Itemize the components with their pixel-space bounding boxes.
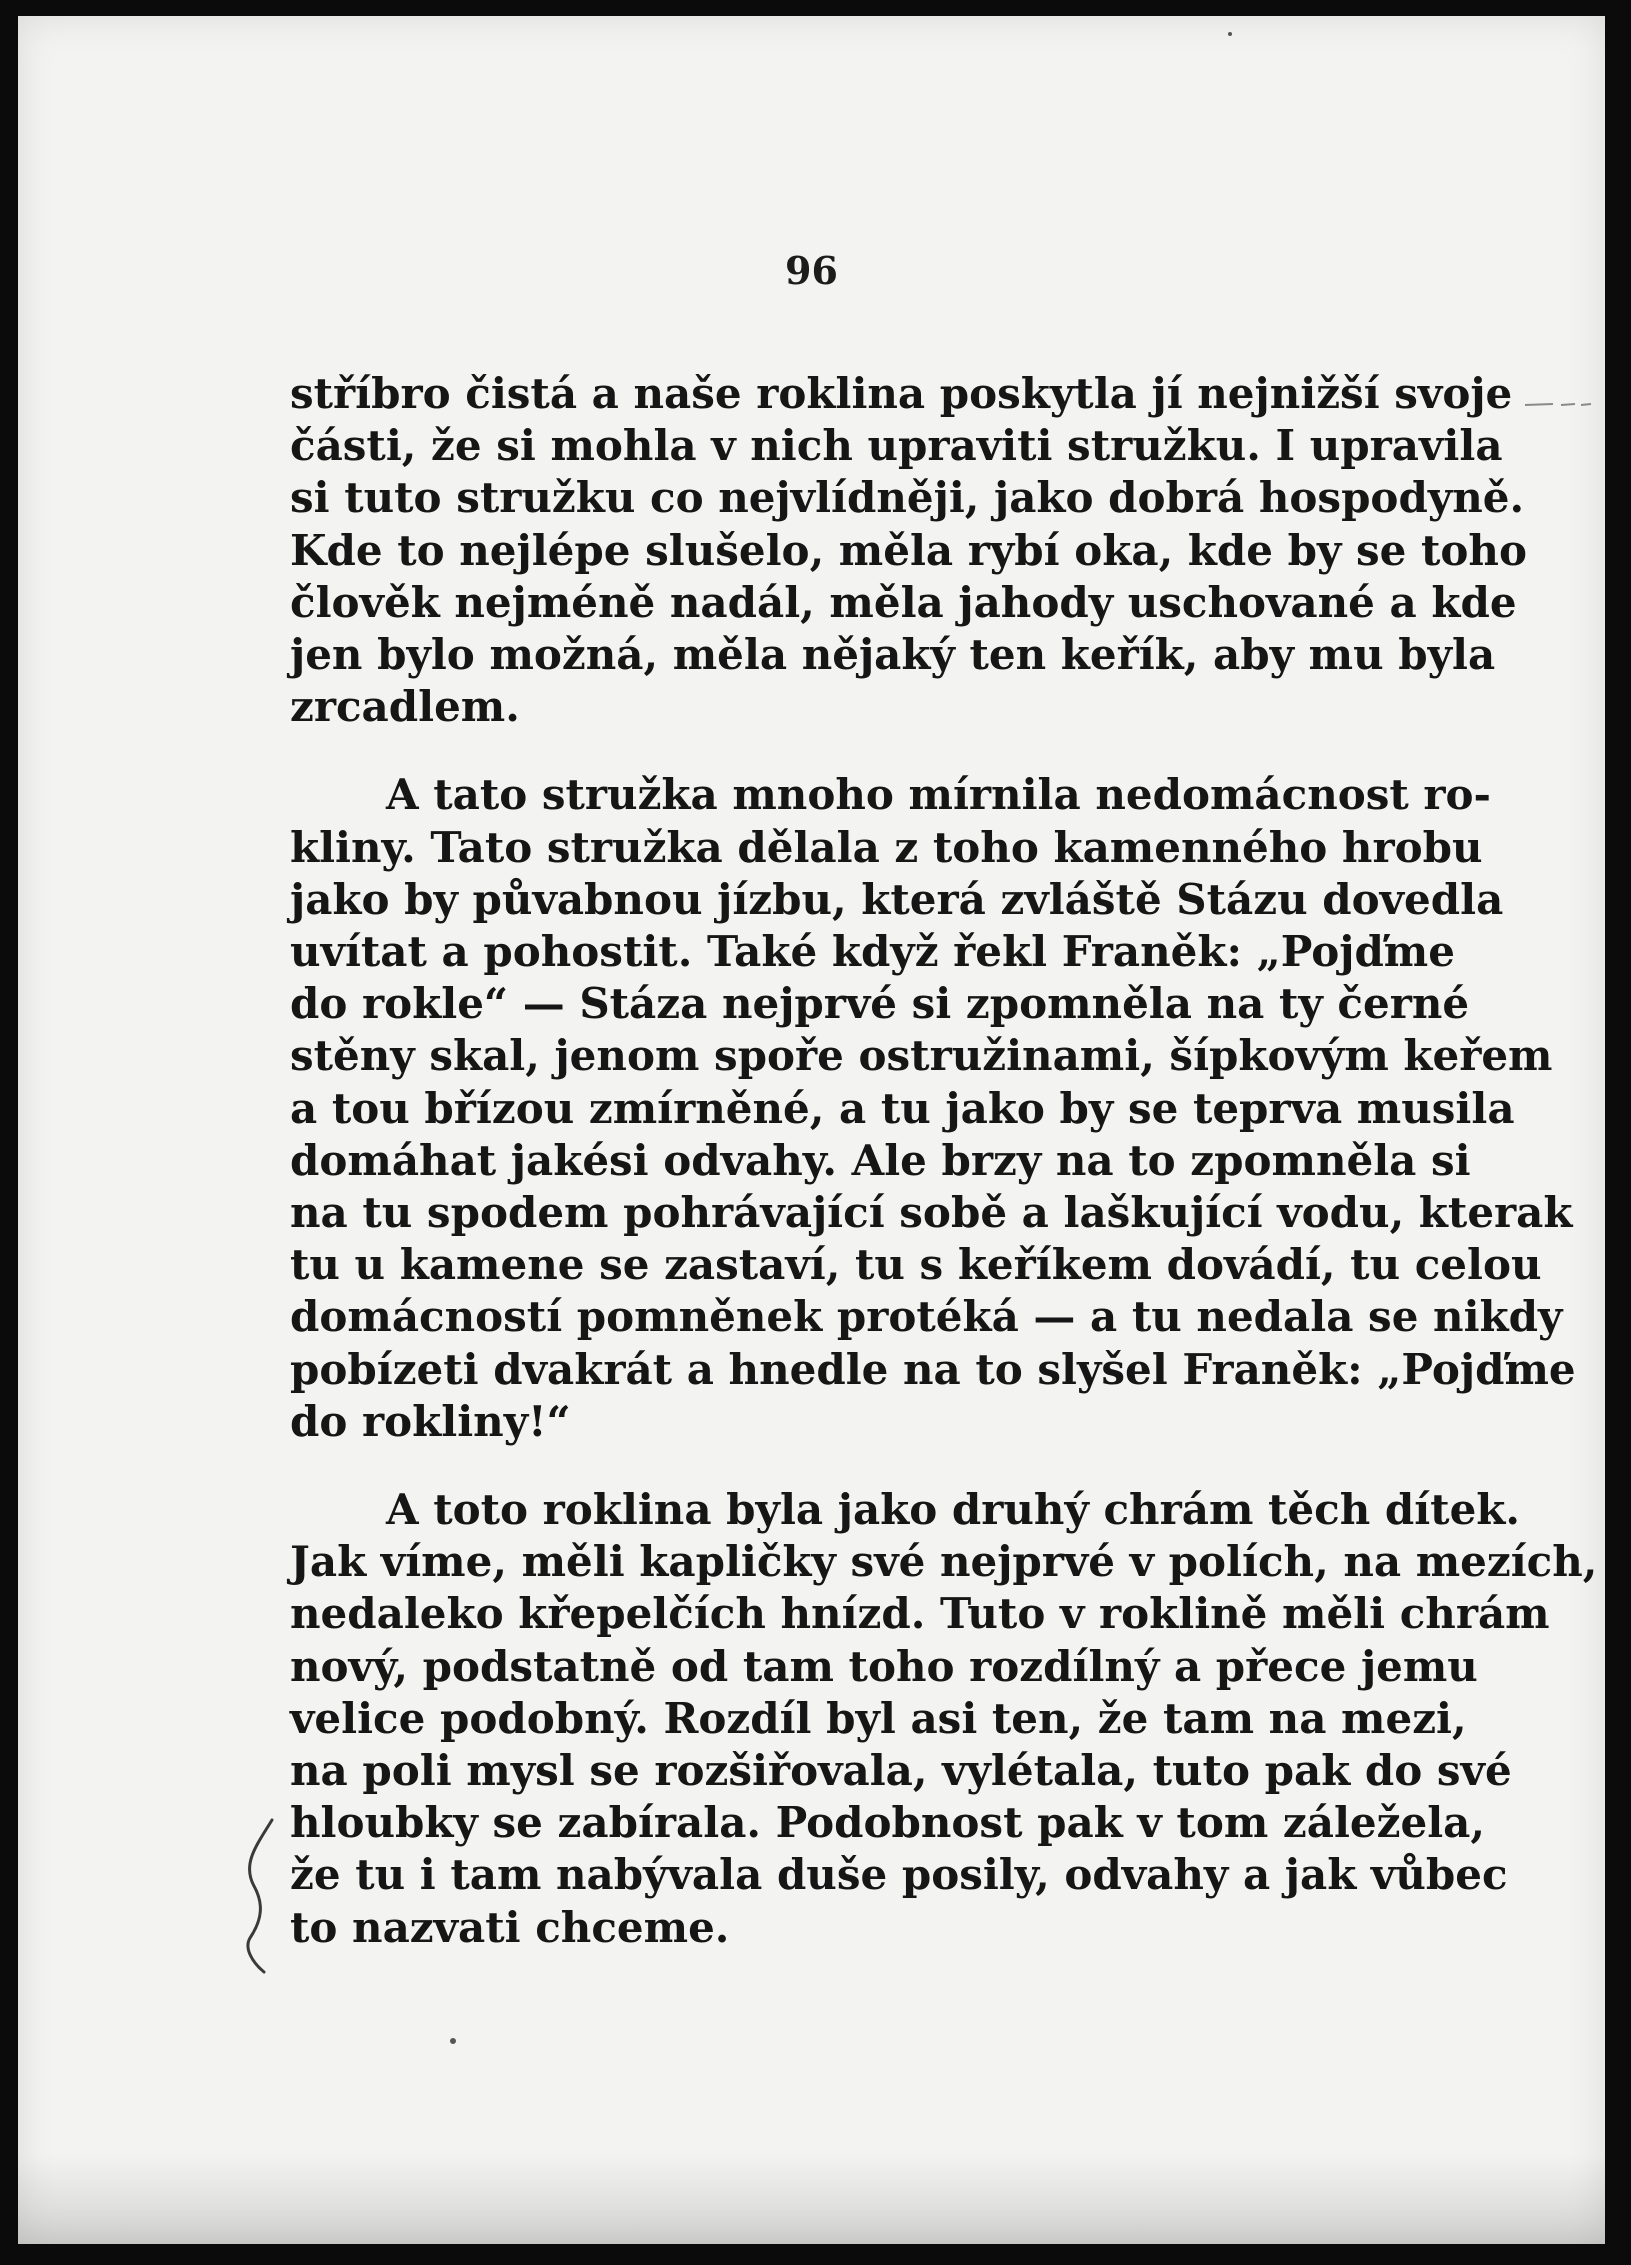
text-line: hloubky se zabírala. Podobnost pak v tom záležela, — [290, 1798, 1486, 1848]
paragraph-gap — [290, 1448, 1438, 1484]
text-line: do rokle“ — Stáza nejprvé si zpomněla na ty černé — [290, 979, 1470, 1029]
paper-speck — [450, 2038, 456, 2044]
text-line: tu u kamene se zastaví, tu s keříkem dovádí, tu celou — [290, 1240, 1542, 1290]
text-line: si tuto stružku co nejvlídněji, jako dobrá hospodyně. — [290, 473, 1525, 523]
text-line: Jak víme, měli kapličky své nejprvé v polích, na mezích, — [290, 1537, 1598, 1587]
text-line: zrcadlem. — [290, 682, 520, 732]
paragraph-gap — [290, 733, 1438, 769]
text-line: kliny. Tato stružka dělala z toho kamenného hrobu — [290, 822, 1483, 872]
text-line: jen bylo možná, měla nějaký ten keřík, aby mu byla — [290, 630, 1496, 680]
text-line: Kde to nejlépe slušelo, měla rybí oka, kde by se toho — [290, 525, 1527, 575]
text-line: to nazvati chceme. — [290, 1902, 730, 1952]
pencil-dash-icon — [1523, 399, 1593, 409]
body-text — [290, 368, 1598, 1954]
text-line: A tato stružka mnoho mírnila nedomácnost ro- — [386, 770, 1491, 820]
paragraph-1 — [290, 368, 1527, 733]
scanned-page — [18, 16, 1605, 2244]
text-line: do rokliny!“ — [290, 1396, 571, 1446]
paragraph-3 — [290, 1484, 1598, 1954]
text-line: a tou břízou zmírněné, a tu jako by se teprva musila — [290, 1083, 1515, 1133]
text-line: stříbro čistá a naše roklina poskytla jí nejnižší svoje — [290, 369, 1513, 418]
text-line: velice podobný. Rozdíl byl asi ten, že tam na mezi, — [290, 1693, 1467, 1743]
text-line: že tu i tam nabývala duše posily, odvahy a jak vůbec — [290, 1850, 1508, 1900]
handwritten-bracket-icon — [238, 1816, 298, 1976]
text-line: domácností pomněnek protéká — a tu nedala se nikdy — [290, 1292, 1563, 1342]
text-line: domáhat jakési odvahy. Ale brzy na to zpomněla si — [290, 1135, 1471, 1185]
text-line: na tu spodem pohrávající sobě a laškující vodu, kterak — [290, 1188, 1573, 1238]
text-line: A toto roklina byla jako druhý chrám těch dítek. — [386, 1485, 1521, 1535]
text-line: uvítat a pohostit. Také když řekl Franěk: „Pojďme — [290, 927, 1455, 977]
text-line: na poli mysl se rozšiřovala, vylétala, tuto pak do své — [290, 1746, 1512, 1796]
text-line: nedaleko křepelčích hnízd. Tuto v roklině měli chrám — [290, 1589, 1550, 1639]
paper-speck — [1228, 32, 1232, 36]
page-number: 96 — [785, 248, 838, 293]
page-wear — [18, 2154, 1605, 2244]
text-line: jako by půvabnou jízbu, která zvláště Stázu dovedla — [290, 874, 1504, 924]
text-line: člověk nejméně nadál, měla jahody uschované a kde — [290, 577, 1517, 627]
paragraph-2 — [290, 769, 1576, 1448]
text-line: nový, podstatně od tam toho rozdílný a přece jemu — [290, 1641, 1478, 1691]
text-line: stěny skal, jenom spoře ostružinami, šípkovým keřem — [290, 1031, 1553, 1081]
text-line: části, že si mohla v nich upraviti stružku. I upravila — [290, 421, 1503, 471]
text-line: pobízeti dvakrát a hnedle na to slyšel Franěk: „Pojďme — [290, 1344, 1576, 1394]
